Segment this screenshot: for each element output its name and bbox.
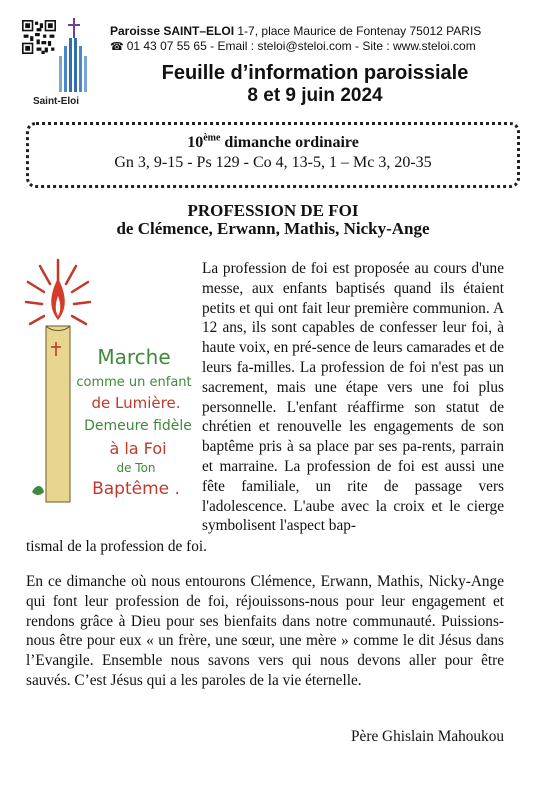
qr-code-icon	[22, 20, 56, 54]
candle-illustration	[24, 256, 192, 518]
page-date: 8 et 9 juin 2024	[247, 85, 383, 106]
sunday-suffix: ème	[203, 132, 221, 144]
sunday-number: 10	[187, 134, 204, 151]
page-title: Feuille d’information paroissiale	[161, 62, 469, 84]
article-paragraph-1-end: tismal de la profession de foi.	[26, 538, 207, 555]
contact-line	[110, 39, 540, 55]
sunday-title	[29, 133, 517, 152]
article-paragraph-1: La profession de foi est proposée au cours d'une messe, aux enfants baptisés quand ils étaient petits et qui ont fait leur première communion. A 12 ans, ils sont capables de confesser leur foi, à haute voix, en pré-sence de leurs camarades et de leurs fa-milles. La profession de foi n'est pas un sacrement, mais une étape vers une foi plus personnelle. L'enfant réaffirme son statut de chrétien et renouvelle les engagements de son baptême pris à sa place par ses pa-rents, parrain et marraine. La profession de foi est aussi une fête familiale, un rite de passage vers l'adolescence. L'aube avec la croix et le cierge symbolisent l'aspect bap-	[202, 260, 504, 535]
sunday-label: dimanche ordinaire	[220, 134, 359, 151]
candle-text-line: Baptême .	[92, 479, 180, 499]
candle-text-line: Marche	[97, 345, 171, 369]
parish-address-line	[110, 24, 540, 39]
parish-name: Paroisse SAINT–ELOI	[110, 24, 235, 38]
readings: Gn 3, 9-15 - Ps 129 - Co 4, 13-5, 1 – Mc 3, 20-35	[114, 154, 432, 171]
contact-info: 01 43 07 55 65 - Email : steloi@steloi.com - Site : www.steloi.com	[126, 39, 476, 53]
article-subtitle: de Clémence, Erwann, Mathis, Nicky-Ange	[116, 219, 430, 238]
candle-text-line: de Lumière.	[91, 394, 181, 412]
church-icon	[54, 16, 94, 98]
article-paragraph-2: En ce dimanche où nous entourons Clémence, Erwann, Mathis, Nicky-Ange qui font leur profession de foi, réjouissons-nous pour leur engagement et rendons grâce à Dieu pour ses bienfaits dans notre communauté. Puissions-nous être pour eux « un frère, une sœur, une mère » comme le dit Jésus dans l’Evangile. Ensemble nous savons vers qui nous devons aller pour être sauvés. C’est Jésus qui a les paroles de la vie éternelle.	[26, 573, 504, 689]
parish-address: 1-7, place Maurice de Fontenay 75012 PARIS	[234, 24, 482, 38]
parish-logo	[18, 16, 94, 112]
candle-text-line: de Ton	[116, 461, 156, 475]
article-title: PROFESSION DE FOI	[187, 201, 359, 220]
candle-text-line: comme un enfant	[76, 375, 192, 390]
candle-text-line: Demeure fidèle	[84, 418, 192, 434]
phone-icon: ☎	[110, 41, 124, 53]
liturgy-box	[26, 122, 520, 188]
logo-caption: Saint-Eloi	[32, 96, 80, 107]
signature: Père Ghislain Mahoukou	[351, 728, 504, 745]
candle-text-line: à la Foi	[109, 439, 167, 458]
